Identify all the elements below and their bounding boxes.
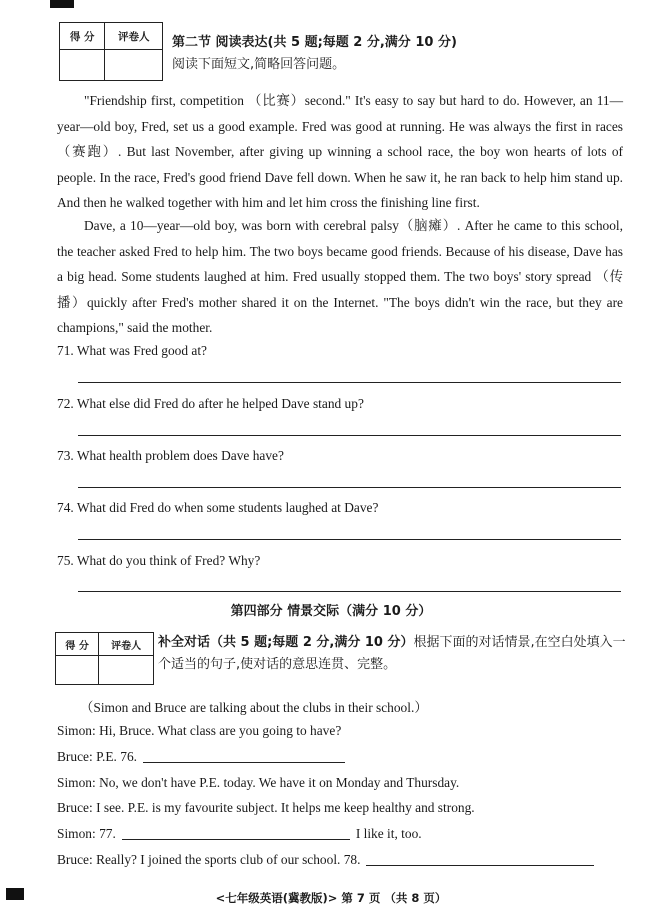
utterance: No, we don't have P.E. today. We have it on Monday and Thursday. (99, 775, 460, 790)
question-74: 74. What did Fred do when some students laughed at Dave? (57, 500, 379, 515)
section-header (172, 32, 457, 76)
passage-paragraph-1 (57, 88, 623, 216)
speaker: Bruce: (57, 852, 93, 867)
answer-line-71[interactable] (78, 382, 621, 383)
score-cell[interactable] (60, 50, 105, 81)
utterance: I see. P.E. is my favourite subject. It helps me keep healthy and strong. (96, 800, 475, 815)
blank-77[interactable] (122, 839, 350, 840)
grader-cell[interactable] (99, 656, 154, 685)
registration-mark (50, 0, 74, 8)
dialog-line (57, 749, 351, 765)
speaker: Simon: (57, 723, 96, 738)
instruction-heading: 补全对话（共 5 题;每题 2 分,满分 10 分） (158, 635, 414, 650)
dialog-line (57, 852, 600, 868)
blank-78[interactable] (366, 865, 594, 866)
blank-76[interactable] (143, 762, 345, 763)
passage-paragraph-2 (57, 213, 623, 341)
answer-line-72[interactable] (78, 435, 621, 436)
question-71: 71. What was Fred good at? (57, 343, 207, 358)
page-footer: <七年级英语(冀教版)> 第 7 页 （共 8 页） (215, 891, 447, 905)
utterance-after: I like it, too. (355, 826, 422, 841)
dialog-line (57, 723, 341, 739)
part4-title: 第四部分 情景交际（满分 10 分） (230, 604, 432, 619)
score-label: 得 分 (56, 633, 99, 656)
score-table (59, 22, 163, 81)
dialog-line (57, 826, 422, 842)
speaker: Bruce: (57, 749, 93, 764)
paragraph-text: "Friendship first, competition （比赛）second." It's easy to say but hard to do. However, an 11—year—old boy, Fred, set us a good example. Fred was good at running. He was always the first in races（赛跑）. But last November, after giving up winning a school race, the boy won hearts of lots of people. In the race, Fred's good friend Dave fell down. When he saw it, he ran back to help him stand up. And then he walked together with him and let him cross the finishing line first. (57, 93, 623, 210)
grader-label: 评卷人 (99, 633, 154, 656)
grader-cell[interactable] (105, 50, 163, 81)
score-cell[interactable] (56, 656, 99, 685)
question-73: 73. What health problem does Dave have? (57, 448, 284, 463)
speaker: Simon: (57, 775, 96, 790)
utterance: Hi, Bruce. What class are you going to have? (99, 723, 342, 738)
question-72: 72. What else did Fred do after he helped Dave stand up? (57, 396, 364, 411)
speaker: Simon: (57, 826, 96, 841)
utterance: 77. (99, 826, 116, 841)
answer-line-75[interactable] (78, 591, 621, 592)
answer-line-73[interactable] (78, 487, 621, 488)
question-75: 75. What do you think of Fred? Why? (57, 553, 261, 568)
dialog-line (57, 775, 459, 791)
answer-line-74[interactable] (78, 539, 621, 540)
utterance: Really? I joined the sports club of our school. 78. (96, 852, 361, 867)
section-instruction: 阅读下面短文,简略回答问题。 (172, 57, 346, 72)
grader-label: 评卷人 (105, 23, 163, 50)
dialog-context: （Simon and Bruce are talking about the clubs in their school.） (80, 700, 428, 715)
part4-instruction (158, 632, 628, 676)
speaker: Bruce: (57, 800, 93, 815)
dialog-line (57, 800, 475, 816)
score-label: 得 分 (60, 23, 105, 50)
paragraph-text: Dave, a 10—year—old boy, was born with cerebral palsy（脑瘫）. After he came to this school, the teacher asked Fred to help him. The two boys became good friends. Because of his disease, Dave has a big head. Some students laughed at him. Fred usually stopped them. The two boys' story spread （传播）quickly after Fred's mother shared it on the Internet. "The boys didn't win the race, but they are champions," said the mother. (57, 218, 623, 335)
utterance: P.E. 76. (96, 749, 137, 764)
score-table (55, 632, 154, 685)
section-title: 第二节 阅读表达(共 5 题;每题 2 分,满分 10 分) (172, 35, 457, 50)
instruction-body: 根据下面的对话情景,在空白处填入一个适当的句子,使对话的意思连贯、完整。 (158, 635, 626, 672)
